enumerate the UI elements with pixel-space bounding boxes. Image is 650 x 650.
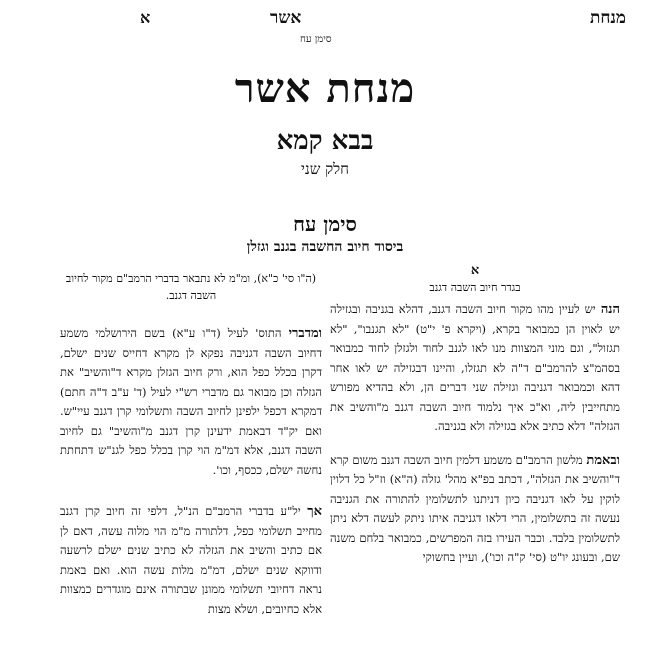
right-column — [330, 262, 620, 582]
running-header-author: אשר — [270, 8, 302, 28]
book-title: מנחת אשר — [234, 65, 416, 112]
paragraph-text: (ה"ו סי' כ"א), ומ"מ לא נתבאר בדברי הרמב"ם מקור לחיוב השבה דגנב. — [65, 272, 317, 302]
running-header-book: מנחת — [589, 8, 626, 28]
tractate-title: בבא קמא — [276, 126, 374, 156]
left-column — [60, 270, 322, 641]
paragraph — [330, 451, 620, 568]
section-heading: בגדר חיוב השבה דגנב — [429, 281, 521, 294]
siman-heading — [0, 212, 650, 256]
title-block — [0, 66, 650, 179]
paragraph — [60, 502, 322, 619]
paragraph-text: יל"ע בדברי הרמב"ם הנ"ל, דלפי זה חיוב קרן דגנב מחייב תשלומי כפל, דלתורה מ"מ הוי מלוה עשה, דאם לן אם כתיב והשיב את הגזלה לא כתיב שנים ישלם לרשעה ודווקא שנים ישלם, דמ"מ מלות עשה הוא. ואם באמת נראה דחיובי תשלומי ממונן שבתורה אינם מוגדרים כמצוות אלא כחיובים, ושלא מצות — [60, 504, 322, 616]
running-header-page-letter: א — [140, 8, 151, 27]
paragraph-text: יש לעיין מהו מקור חיוב השבה דגנב, דהלא בגניבה ובגזילה יש לאוין הן כמבואר בקרא, (ויקרא פ' י"ט) "לא תגנבו", "לא תגזול", וגם מוני המצוות מנו לאו לגנב לחוד ולגזלן לחוד כמבואר בסהמ"צ להרמב"ם ד"ה לא תגזלו, והיינו דבגזילה יש לאו אחר דהא וכמבואר דגניבה וגזילה שני דברים הן, ולא בהדיא מפורש מתחייבין ליה, וא"כ איך נלמוד חיוב השבה דגנב מ"והשיב את הגזלה" דלא כתיב אלא בגזילה ולא בגניבה. — [330, 302, 620, 433]
running-header-siman: סימן עח — [300, 34, 332, 45]
part-title: חלק שני — [300, 160, 350, 178]
siman-subtitle: ביסוד חיוב החשבה בגנב וגזלן — [246, 239, 404, 255]
paragraph-lead-word: הנה — [600, 302, 621, 317]
paragraph-text: התוס' לעיל (ד"ו ע"א) בשם הירושלמי משמע דחיוב השבה דגניבה נפקא לן מקרא דחייס שנים ישלם, דקרן בכלל כפל הוא, ורק חיוב הגזלן מקרא ד"והשיב" את הגזלה וכן מבואר גם מדברי רש"י לעיל (ד' ע"ב ד"ה חתם) דמקרא דכפל ילפינן לחיוב השבה ותשלומי קרן דגנב עיי"ש. ואם יק"ד דבאמת ידעינן קרן דגנב מ"והשיב" גם לחיוב השבה דגנב, אלא דמ"מ הוי קרן בכלל כפל לגנ"ש דתחתת נחשה ישלם, ככסף, וכו'. — [60, 326, 322, 477]
paragraph-text: מלשון הרמב"ם משמע דלמין חיוב השבה דגנב משום קרא ד"והשיב את הגזלה", דכתב בפ"א מהל' גזלה (ה"א) וז"ל כל דלוין לוקין על לאו דגניבה כיון דניתנו לתשלומין להתורה את הגניבה נעשה זה בתשלומין, הרי דלאו דגניבה איתו ניתק לעשה דלא ניתן לתשלומין בלבד. וכבר העירו בזה המפרשים, כמבואר בלחם משנה שם, ובעונג יו"ט (סי' ק"ה וכו'), ועיין בחשוקי — [330, 452, 620, 564]
paragraph-lead-word: ובאמת — [586, 452, 620, 468]
paragraph-lead-word: אך — [307, 504, 323, 519]
paragraph — [60, 324, 322, 480]
section-letter: א — [470, 263, 480, 278]
paragraph — [330, 300, 620, 437]
siman-title: סימן עח — [293, 212, 357, 236]
paragraph-lead-word: ומדברי — [288, 326, 322, 341]
